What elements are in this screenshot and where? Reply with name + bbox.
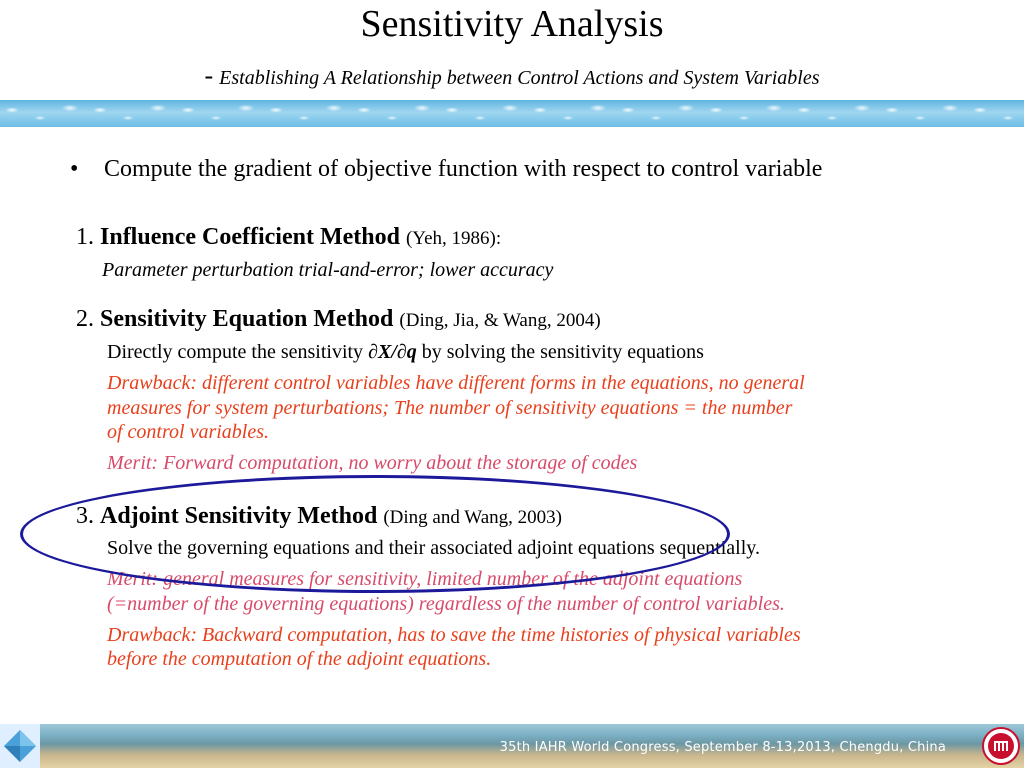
method-1-heading [76, 223, 501, 253]
method-2-drawback-line-1: Drawback: different control variables have different forms in the equations, no general [107, 372, 805, 394]
method-1-number: 1. [76, 224, 94, 250]
method-2-heading [76, 305, 601, 335]
bullet-dot-icon: • [70, 156, 79, 182]
bullet-text: Compute the gradient of objective function with respect to control variable [104, 156, 823, 182]
method-2-drawback-line-3: of control variables. [107, 421, 270, 443]
method-2-number: 2. [76, 306, 94, 332]
main-bullet [70, 155, 822, 183]
footer-text: 35th IAHR World Congress, September 8-13,2013, Chengdu, China [499, 740, 946, 755]
method-3-number: 3. [76, 503, 94, 529]
slide-title: Sensitivity Analysis [360, 3, 664, 45]
method-2-ref: (Ding, Jia, & Wang, 2004) [399, 310, 601, 331]
method-3-ref: (Ding and Wang, 2003) [383, 507, 562, 528]
method-3-heading [76, 502, 562, 532]
method-3-desc: Solve the governing equations and their associated adjoint equations sequentially. [107, 537, 760, 559]
method-2-desc-post: by solving the sensitivity equations [421, 341, 704, 363]
method-3-merit-line-1: Merit: general measures for sensitivity, limited number of the adjoint equations [107, 568, 743, 590]
method-2-name: Sensitivity Equation Method [100, 306, 394, 332]
university-seal-icon [978, 724, 1024, 768]
subtitle-dash: - [204, 61, 214, 90]
method-2-merit: Merit: Forward computation, no worry about the storage of codes [107, 452, 638, 474]
subtitle-text: Establishing A Relationship between Control Actions and System Variables [219, 67, 820, 89]
method-2-desc [107, 340, 704, 364]
method-2-drawback-line-2: measures for system perturbations; The number of sensitivity equations = the number [107, 397, 793, 419]
method-3-drawback-line-2: before the computation of the adjoint equations. [107, 648, 492, 670]
water-decoration-band [0, 100, 1024, 127]
method-3-merit-line-2: (=number of the governing equations) regardless of the number of control variables. [107, 593, 785, 615]
method-1-desc: Parameter perturbation trial-and-error; lower accuracy [102, 259, 554, 281]
method-1-ref: (Yeh, 1986): [405, 228, 502, 249]
method-3-name: Adjoint Sensitivity Method [100, 503, 378, 529]
method-1-name: Influence Coefficient Method [100, 224, 400, 250]
method-2-desc-pre: Directly compute the sensitivity [107, 341, 364, 363]
sensitivity-symbol: ∂X/∂q [368, 341, 417, 363]
slide-subtitle [0, 62, 1024, 92]
method-3-drawback-line-1: Drawback: Backward computation, has to save the time histories of physical variables [107, 624, 801, 646]
